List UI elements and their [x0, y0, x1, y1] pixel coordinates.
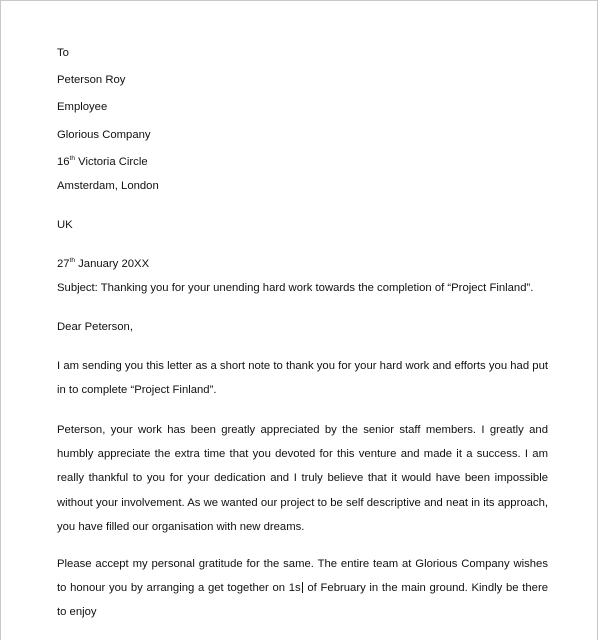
date-day: 27 [57, 258, 70, 270]
recipient-name: Peterson Roy [57, 74, 126, 86]
letter-date [57, 257, 149, 271]
address-number-suffix: th [69, 155, 75, 163]
recipient-title: Employee [57, 101, 108, 113]
paragraph-2: Peterson, your work has been greatly appreciated by the senior staff members. I greatly and humbly appreciate the extra time that you devoted for this venture and made it a success. I am really thankful to you for your dedication and I truly believe that it would have been impossible without your involvement. As we wanted our project to be self descriptive and neat in its approach, you have filled our organisation with new dreams. [57, 424, 548, 533]
address-number: 16 [57, 156, 70, 168]
paragraph-3-start: Please accept my personal gratitude for the same. The entire team at Glorious Company wishes to honour you by arranging a get together on 1s [57, 558, 548, 595]
to-label: To [57, 47, 69, 59]
address-street: Victoria Circle [75, 156, 148, 168]
address-street-line [57, 155, 148, 169]
text-cursor [302, 582, 303, 593]
company-name: Glorious Company [57, 129, 151, 141]
paragraph-1: I am sending you this letter as a short note to thank you for your hard work and efforts you had put in to complete “Project Finland”. [57, 360, 548, 397]
salutation: Dear Peterson, [57, 321, 133, 333]
date-day-suffix: th [69, 257, 75, 265]
country: UK [57, 219, 73, 231]
date-month-year: January 20XX [75, 258, 150, 270]
paragraph-3-end: of February in the main ground. Kindly be there to enjoy [57, 582, 548, 619]
address-city: Amsterdam, London [57, 180, 159, 192]
subject-line: Subject: Thanking you for your unending hard work towards the completion of “Project Finland”. [57, 282, 534, 294]
paragraph-3[interactable] [57, 552, 548, 625]
